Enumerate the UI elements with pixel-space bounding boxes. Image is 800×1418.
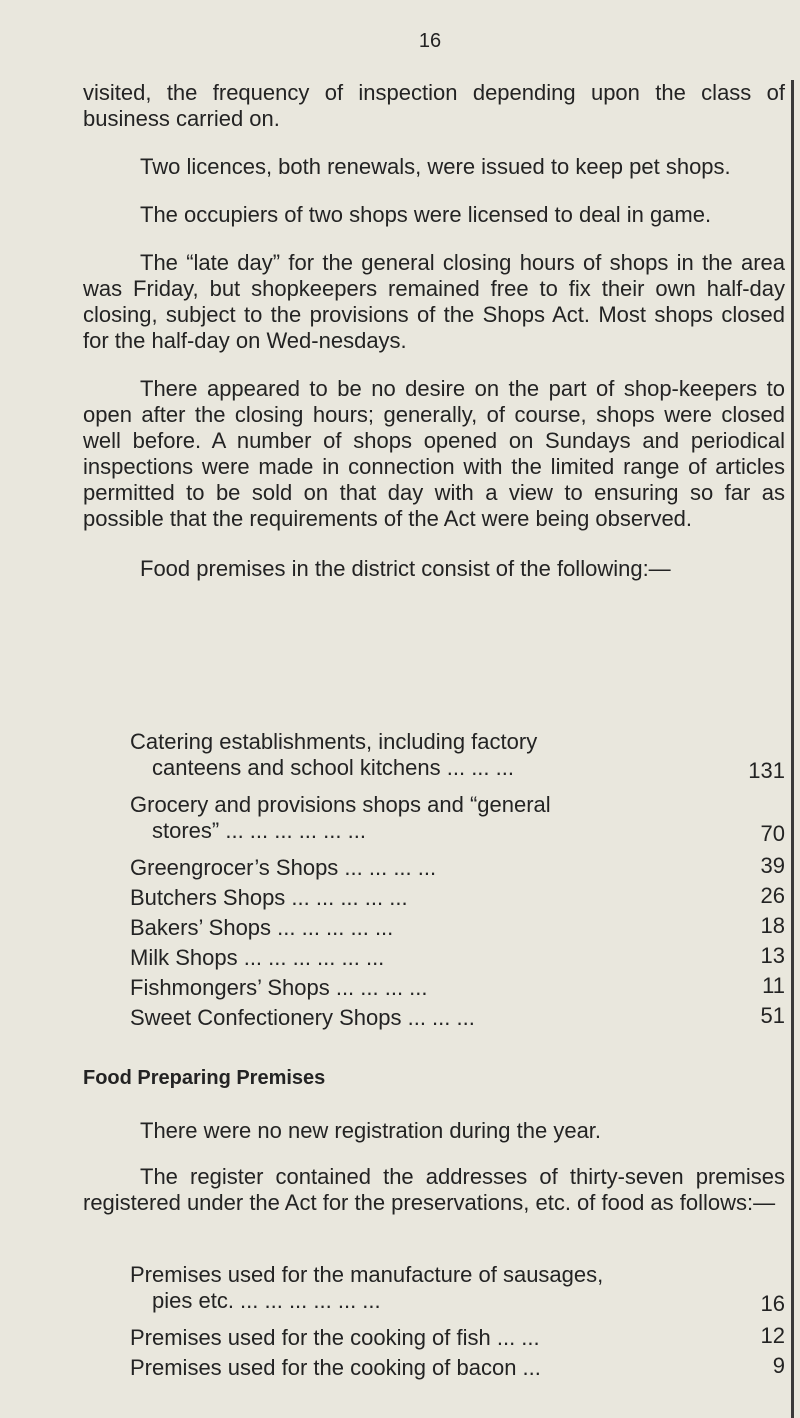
item-count: 131 xyxy=(748,758,785,783)
list-item xyxy=(130,792,785,855)
item-label-continued: pies etc. ... ... ... ... ... ... xyxy=(152,1288,381,1313)
item-label: Premises used for the manufacture of sausages, xyxy=(130,1262,604,1287)
body-text-top xyxy=(83,80,785,582)
paragraph-food-premises-intro: Food premises in the district consist of the following:— xyxy=(140,556,671,581)
food-premises-list xyxy=(130,729,785,1035)
list-item xyxy=(130,729,785,792)
item-label-continued: canteens and school kitchens ... ... ... xyxy=(152,755,514,780)
item-count: 51 xyxy=(760,1003,785,1028)
list-item xyxy=(130,885,785,915)
paragraph-pet-shops: Two licences, both renewals, were issued to keep pet shops. xyxy=(140,154,731,179)
item-label: Butchers Shops ... ... ... ... ... xyxy=(130,885,408,910)
item-label: Fishmongers’ Shops ... ... ... ... xyxy=(130,975,428,1000)
item-count: 12 xyxy=(760,1323,785,1348)
list-item xyxy=(130,975,785,1005)
item-count: 9 xyxy=(772,1353,785,1378)
item-count: 39 xyxy=(760,853,785,878)
item-count: 16 xyxy=(760,1291,785,1316)
paragraph-game-licences: The occupiers of two shops were licensed to deal in game. xyxy=(140,202,712,227)
preparing-premises-list xyxy=(130,1262,785,1385)
item-label: Premises used for the cooking of fish ... ... xyxy=(130,1325,540,1350)
item-label: Sweet Confectionery Shops ... ... ... xyxy=(130,1005,475,1030)
item-label-continued: stores” ... ... ... ... ... ... xyxy=(152,818,366,843)
paragraph-continuation: visited, the frequency of inspection depending upon the class of business carried on. xyxy=(83,80,785,131)
paragraph-register: The register contained the addresses of thirty-seven premises registered under the Act for the preservations, etc. of food as follows:— xyxy=(83,1164,785,1215)
page-number: 16 xyxy=(418,30,442,52)
item-count: 11 xyxy=(762,973,785,998)
paragraph-no-registration: There were no new registration during the year. xyxy=(140,1118,602,1143)
body-text-section xyxy=(83,1118,785,1216)
section-heading: Food Preparing Premises xyxy=(83,1067,326,1089)
list-item xyxy=(130,945,785,975)
list-item xyxy=(130,915,785,945)
list-item xyxy=(130,1262,785,1325)
list-item xyxy=(130,1005,785,1035)
item-label: Catering establishments, including factory xyxy=(130,729,538,754)
list-item xyxy=(130,855,785,885)
item-count: 70 xyxy=(760,821,785,846)
item-count: 13 xyxy=(760,943,785,968)
item-label: Grocery and provisions shops and “general xyxy=(130,792,551,817)
page-edge-shadow xyxy=(791,80,794,1418)
item-label: Greengrocer’s Shops ... ... ... ... xyxy=(130,855,437,880)
item-label: Bakers’ Shops ... ... ... ... ... xyxy=(130,915,394,940)
item-label: Premises used for the cooking of bacon ... xyxy=(130,1355,541,1380)
list-item xyxy=(130,1355,785,1385)
paragraph-closing-hours: There appeared to be no desire on the part of shop-keepers to open after the closing hours; generally, of course, shops were closed well before. A number of shops opened on Sundays and periodical inspections were made in connection with the limited range of articles permitted to be sold on that day with a view to ensuring so far as possible that the requirements of the Act were being observed. xyxy=(83,376,785,531)
paragraph-late-day: The “late day” for the general closing hours of shops in the area was Friday, but shopkeepers remained free to fix their own half-day closing, subject to the provisions of the Shops Act. Most shops closed for the half-day on Wed-nesdays. xyxy=(83,250,785,353)
item-count: 18 xyxy=(760,913,785,938)
item-count: 26 xyxy=(760,883,785,908)
item-label: Milk Shops ... ... ... ... ... ... xyxy=(130,945,385,970)
list-item xyxy=(130,1325,785,1355)
